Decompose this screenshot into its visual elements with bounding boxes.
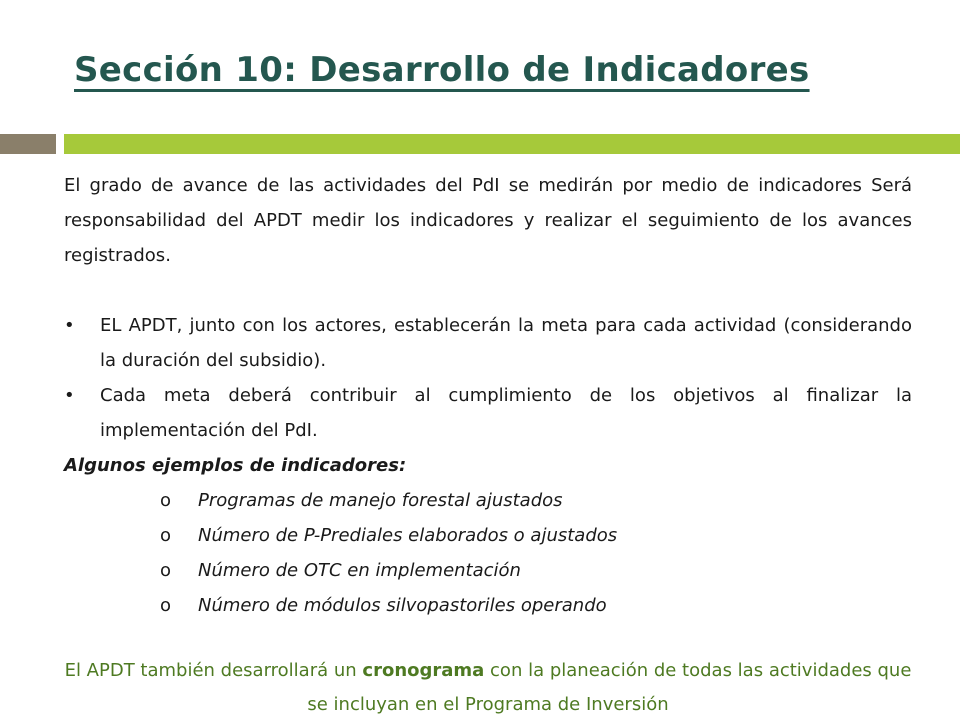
footer-text-after: con la planeación de todas las actividades que se incluyan en el Programa de Inversión <box>307 660 912 715</box>
example-text: Número de módulos silvopastoriles operando <box>198 595 607 616</box>
example-text: Número de P-Prediales elaborados o ajustados <box>198 525 618 546</box>
title-underline-bar <box>64 134 960 154</box>
list-item <box>64 378 912 448</box>
circle-bullet-icon: o <box>160 595 172 616</box>
example-text: Programas de manejo forestal ajustados <box>198 490 563 511</box>
spacer <box>64 273 912 308</box>
list-item <box>64 518 912 553</box>
circle-bullet-icon: o <box>160 560 172 581</box>
list-item <box>64 483 912 518</box>
bullet-text: EL APDT, junto con los actores, establecerán la meta para cada actividad (considerando la duración del subsidio). <box>100 315 912 371</box>
list-item <box>64 588 912 623</box>
circle-bullet-icon: o <box>160 525 172 546</box>
slide-body <box>64 168 912 623</box>
page-title: Sección 10: Desarrollo de Indicadores <box>74 50 810 90</box>
intro-paragraph: El grado de avance de las actividades del PdI se medirán por medio de indicadores Será responsabilidad del APDT medir los indicadores y realizar el seguimiento de los avances registrados. <box>64 175 912 266</box>
list-item <box>64 553 912 588</box>
example-text: Número de OTC en implementación <box>198 560 521 581</box>
footer-note <box>64 654 912 722</box>
bullet-text: Cada meta deberá contribuir al cumplimiento de los objetivos al finalizar la implementación del PdI. <box>100 385 912 441</box>
circle-bullet-icon: o <box>160 490 172 511</box>
bullet-icon: • <box>64 315 75 336</box>
examples-heading: Algunos ejemplos de indicadores: <box>64 455 407 476</box>
list-item <box>64 308 912 378</box>
bullet-icon: • <box>64 385 75 406</box>
footer-emphasis: cronograma <box>362 660 485 681</box>
side-accent-bar <box>0 134 56 154</box>
footer-text-before: El APDT también desarrollará un <box>64 660 363 681</box>
